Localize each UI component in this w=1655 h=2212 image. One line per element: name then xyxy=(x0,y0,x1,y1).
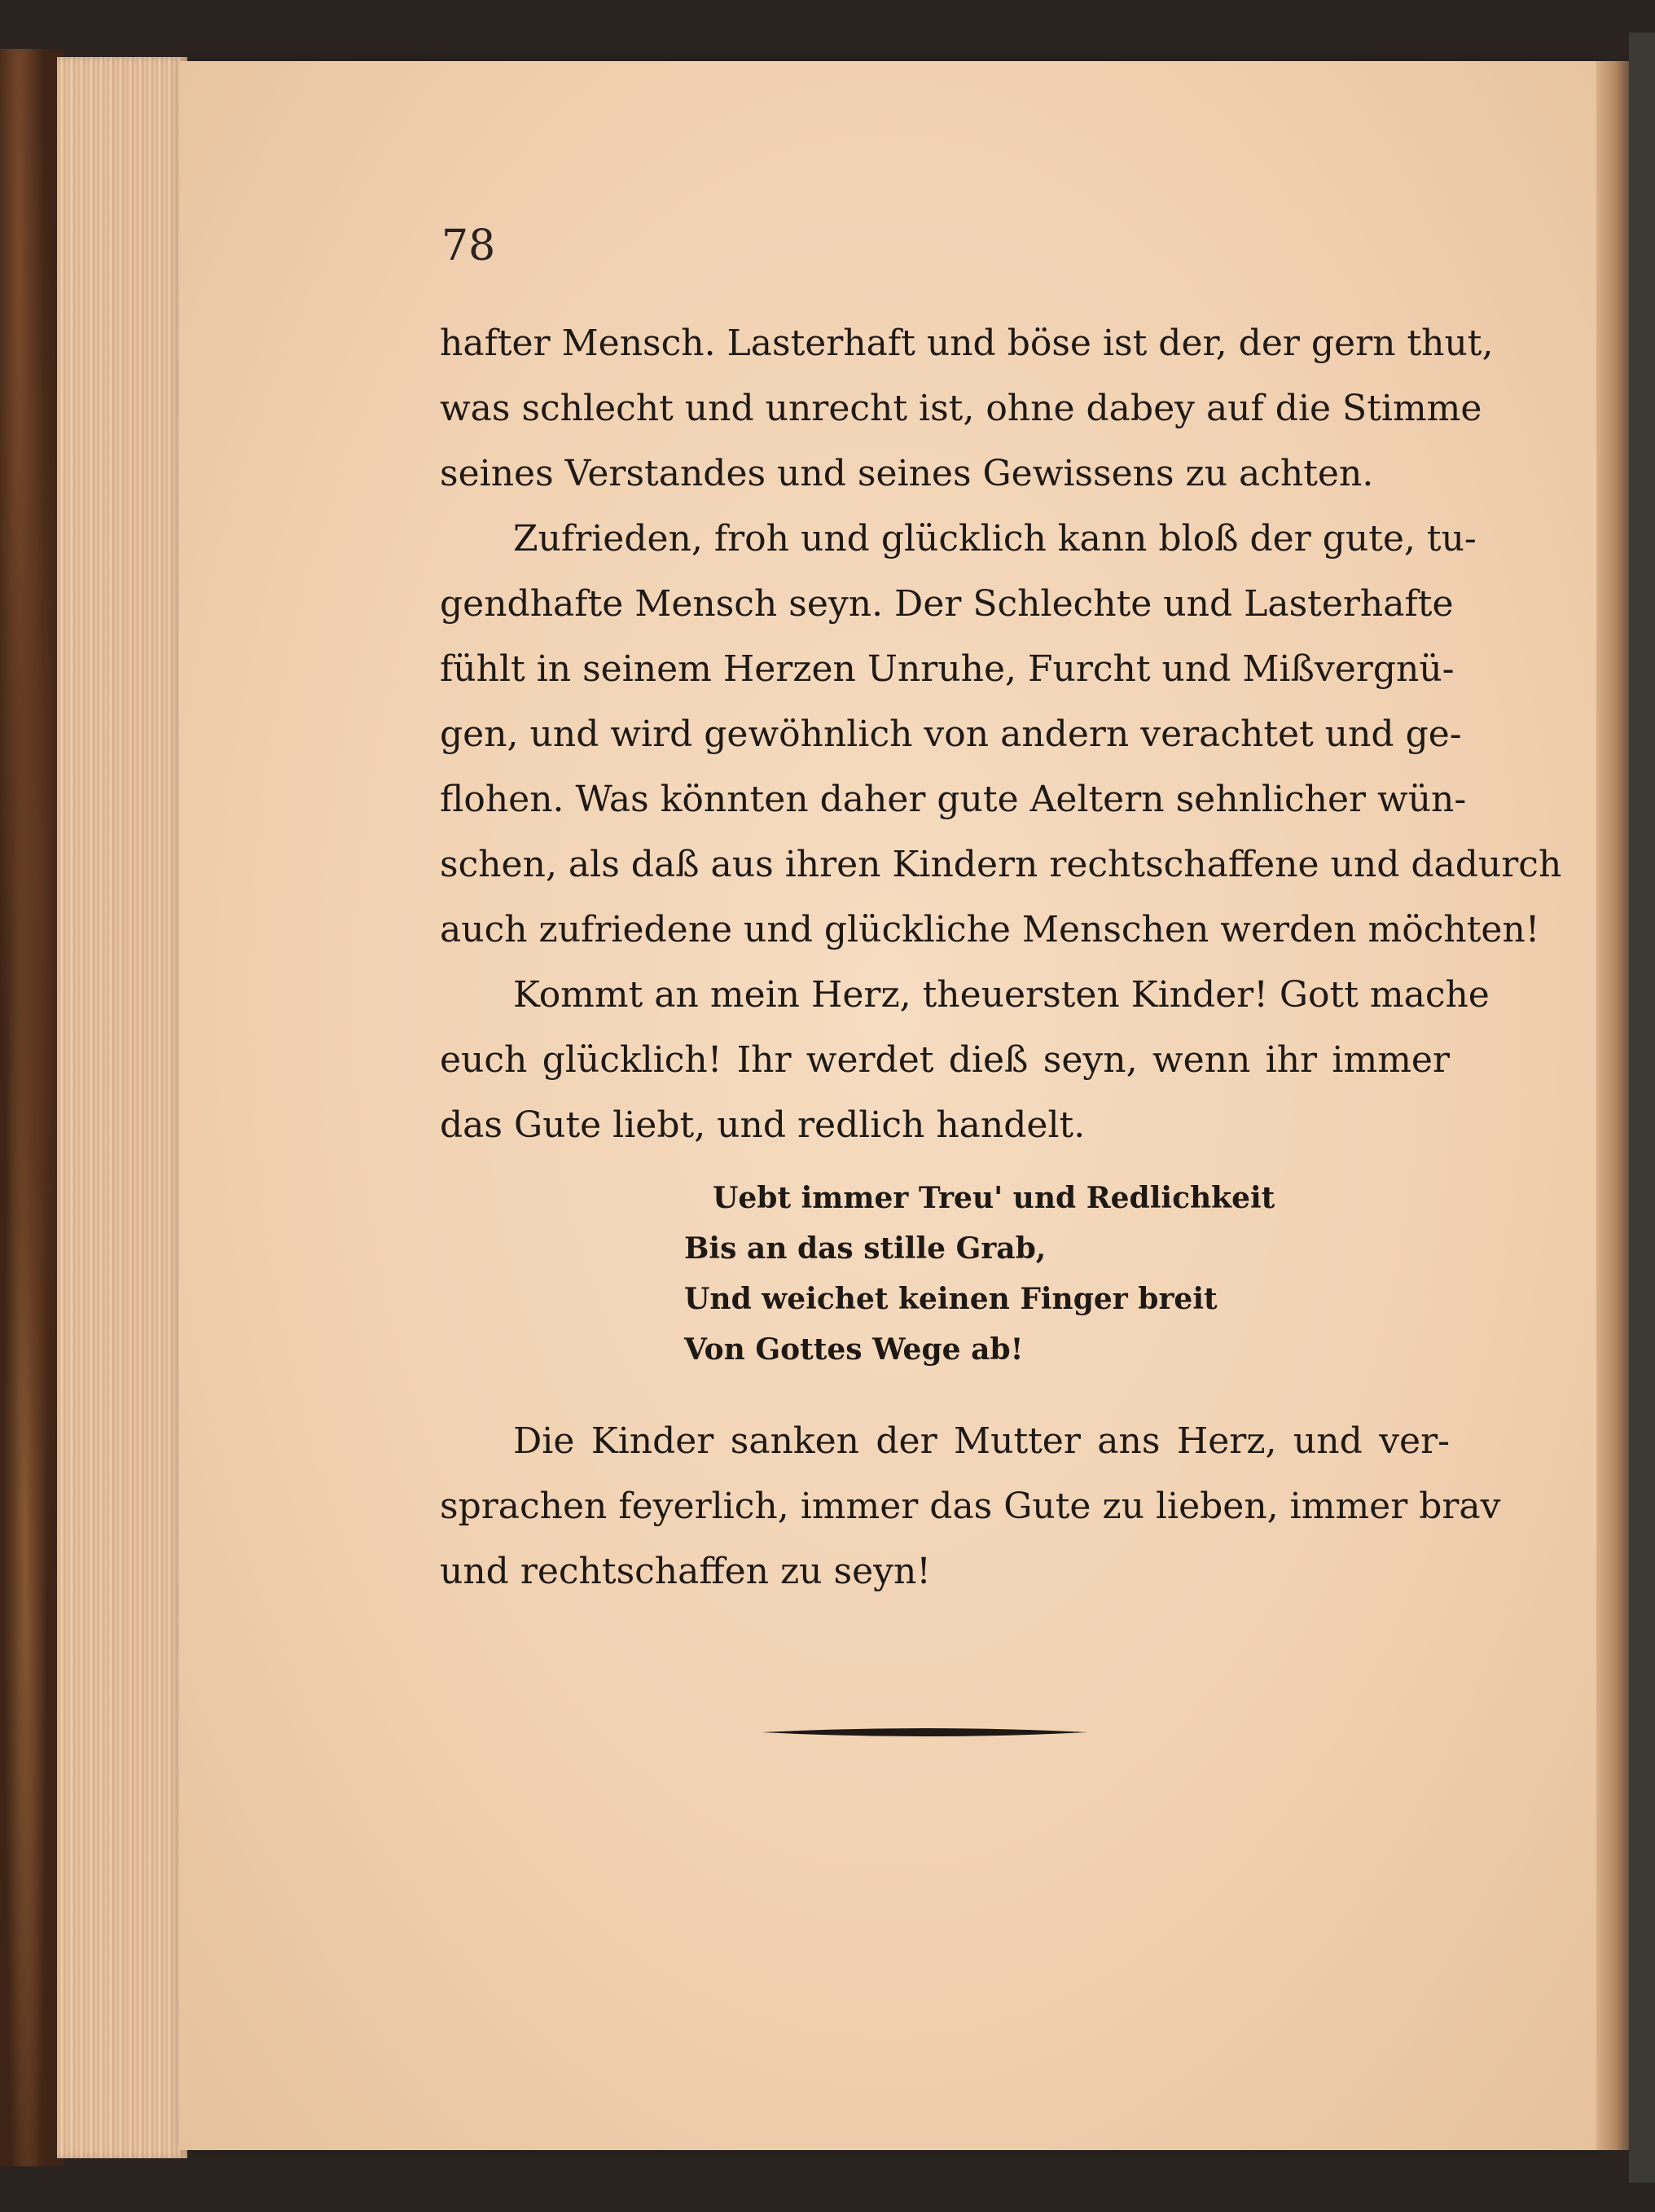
ornamental-rule xyxy=(762,1726,1087,1739)
book-cover-right xyxy=(1629,33,1655,2183)
text-line: euch glücklich! Ihr werdet dieß seyn, wenn ihr immer xyxy=(440,1039,1450,1081)
text-line: was schlecht und unrecht ist, ohne dabey auf die Stimme xyxy=(440,388,1482,429)
text-line: auch zufriedene und glückliche Menschen werden möchten! xyxy=(440,909,1540,950)
text-line: Kommt an mein Herz, theuersten Kinder! Gott mache xyxy=(513,974,1490,1016)
verse xyxy=(684,1173,1275,1375)
text-line: seines Verstandes und seines Gewissens zu achten. xyxy=(440,453,1374,494)
text-line: schen, als daß aus ihren Kindern rechtschaffene und dadurch xyxy=(440,844,1562,885)
text-line: Zufrieden, froh und glücklich kann bloß der gute, tu- xyxy=(513,518,1477,560)
text-line: sprachen feyerlich, immer das Gute zu lieben, immer brav xyxy=(440,1486,1501,1527)
closing-paragraph xyxy=(440,1409,1501,1604)
text-line: hafter Mensch. Lasterhaft und böse ist der, der gern thut, xyxy=(440,323,1494,364)
book-gutter xyxy=(1596,61,1629,2150)
verse-line: Uebt immer Treu' und Redlichkeit xyxy=(713,1181,1275,1215)
book-cover-left xyxy=(0,49,64,2166)
text-line: gen, und wird gewöhnlich von andern verachtet und ge- xyxy=(440,713,1462,755)
page-edges xyxy=(57,57,187,2158)
text-line: Die Kinder sanken der Mutter ans Herz, und ver- xyxy=(513,1420,1450,1462)
text-line: gendhafte Mensch seyn. Der Schlechte und Lasterhafte xyxy=(440,583,1454,625)
text-line: flohen. Was könnten daher gute Aeltern sehnlicher wün- xyxy=(440,779,1467,820)
verse-line: Bis an das stille Grab, xyxy=(684,1231,1047,1266)
text-line: das Gute liebt, und redlich handelt. xyxy=(440,1104,1086,1146)
verse-line: Und weichet keinen Finger breit xyxy=(684,1282,1218,1316)
page-number: 78 xyxy=(441,222,496,270)
text-line: fühlt in seinem Herzen Unruhe, Furcht und Mißvergnü- xyxy=(440,648,1455,690)
verse-line: Von Gottes Wege ab! xyxy=(684,1332,1024,1367)
text-line: und rechtschaffen zu seyn! xyxy=(440,1551,931,1592)
main-text xyxy=(440,311,1562,1158)
